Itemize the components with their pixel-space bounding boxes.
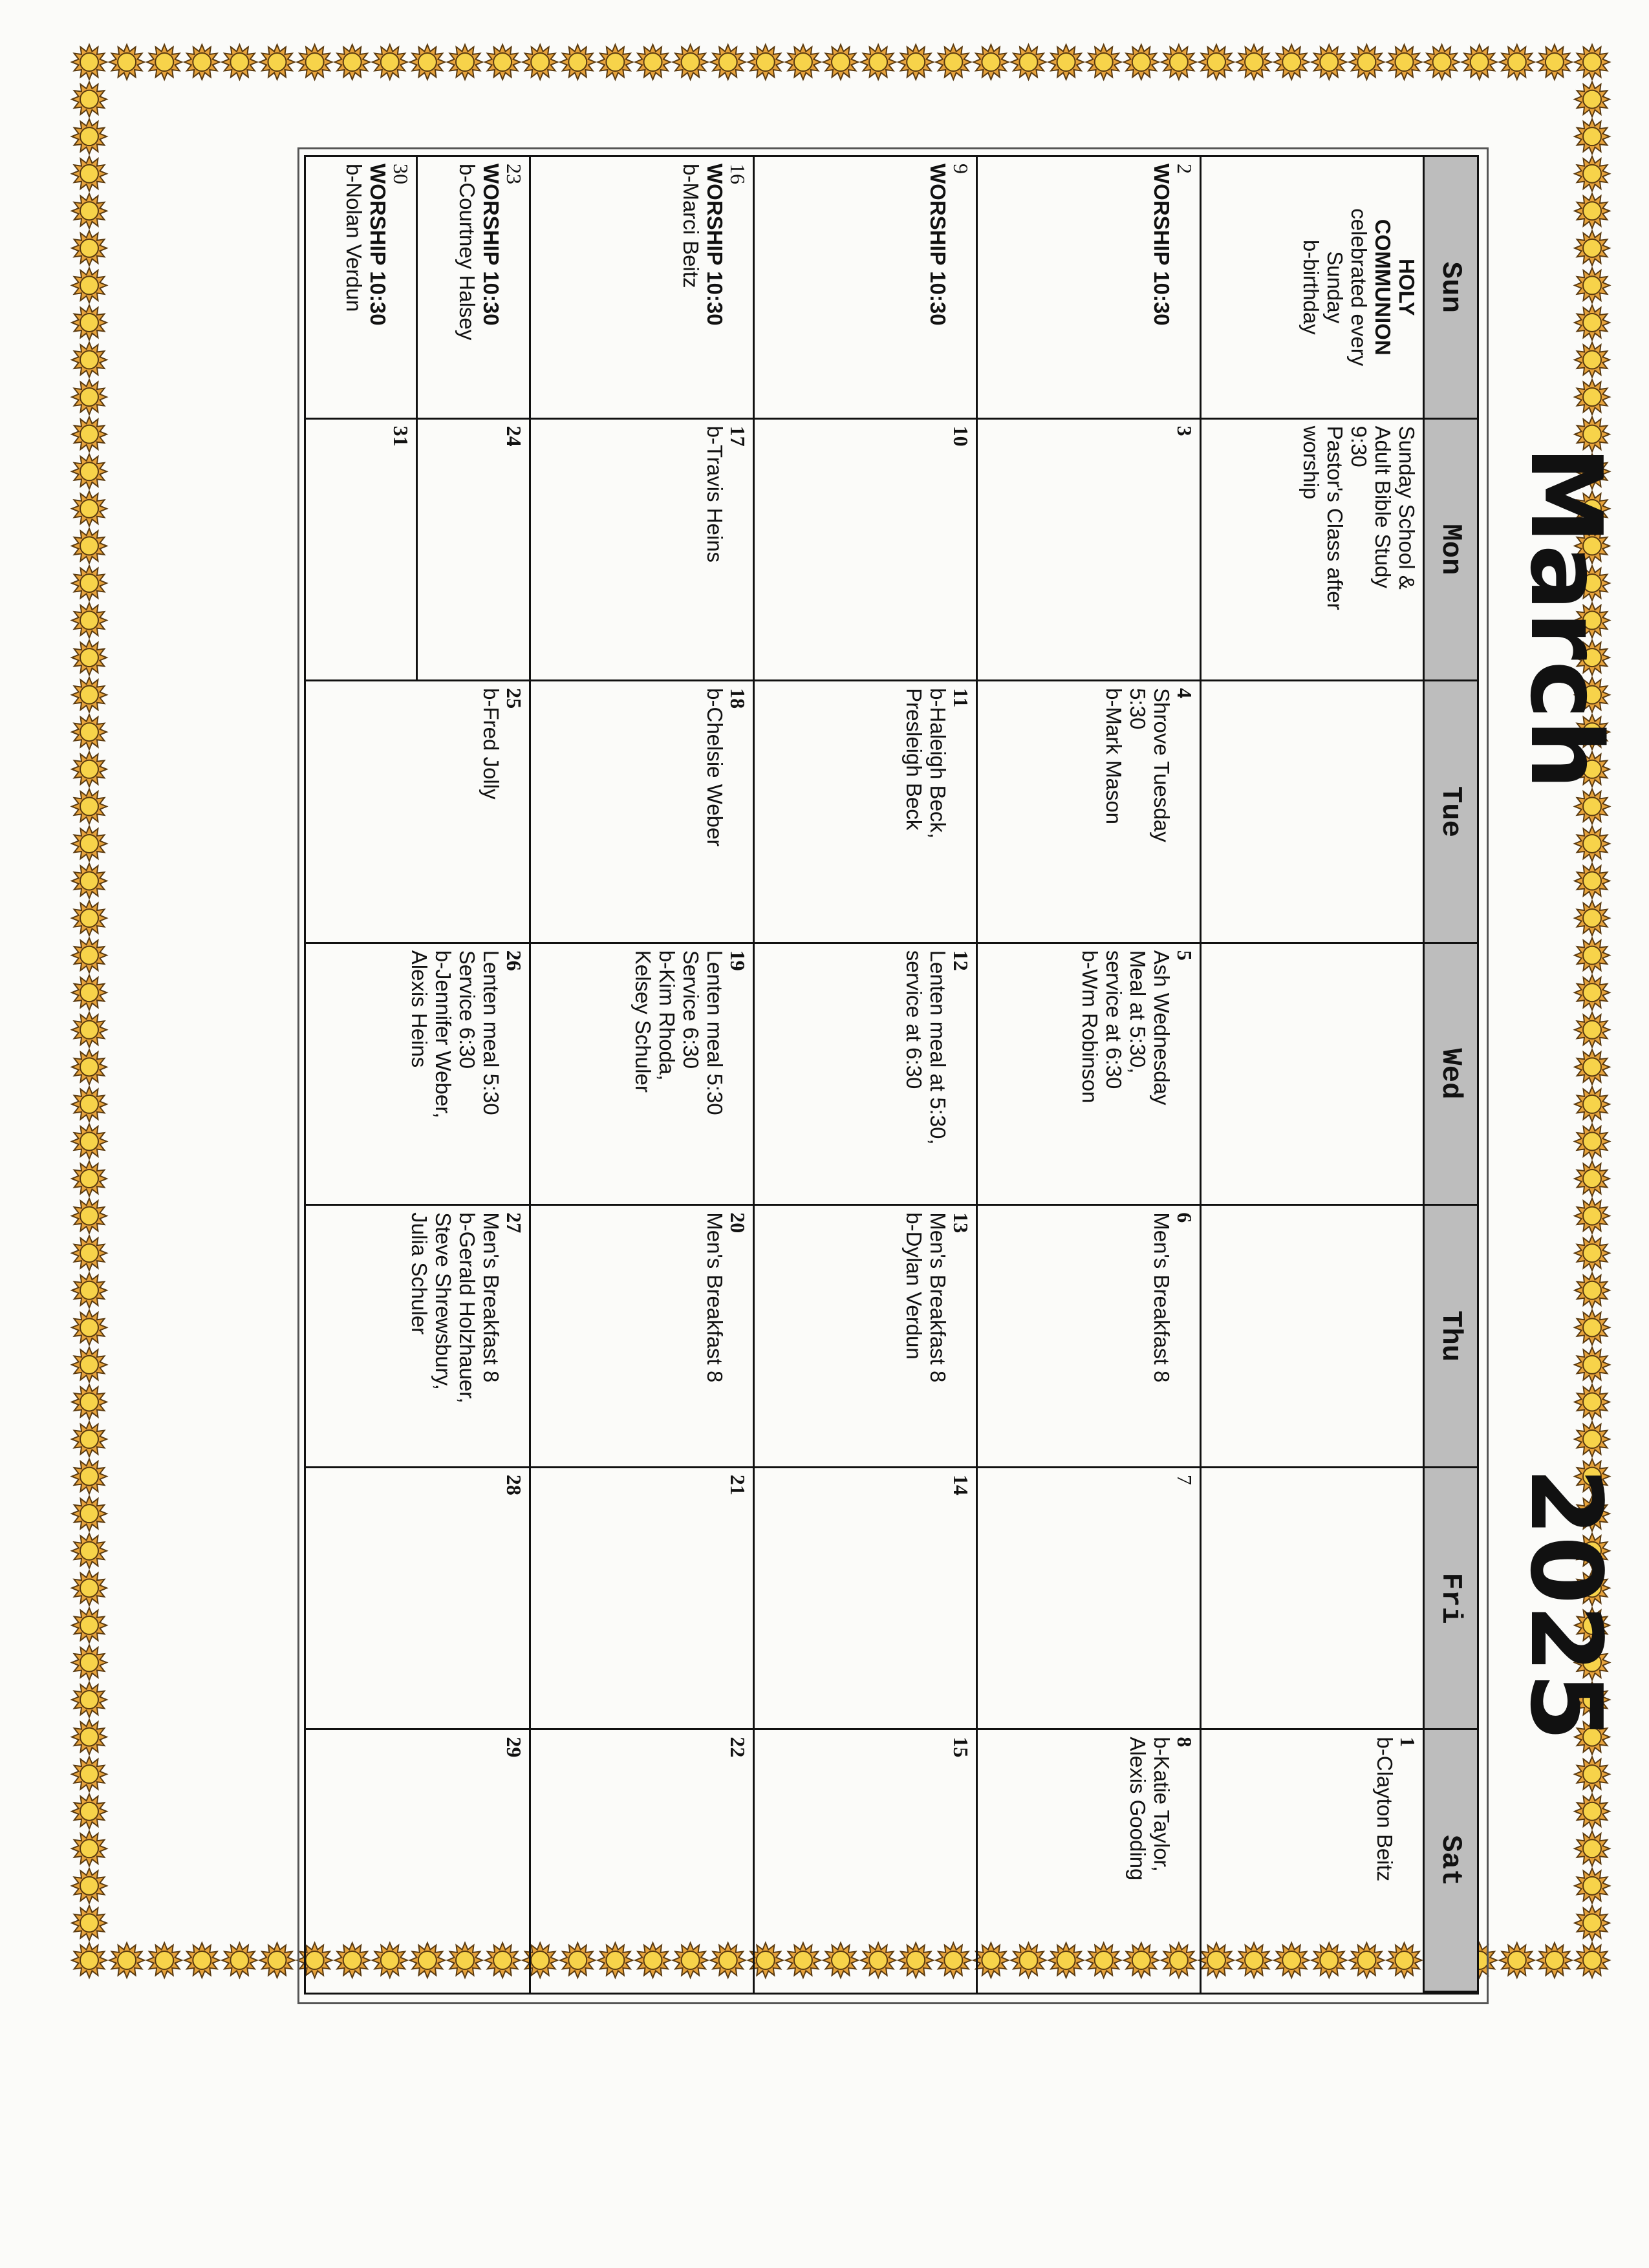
event-line: 9:30 [1347,425,1371,467]
day-number: 10 [949,425,973,447]
event-line: b-Courtney Halsey [455,164,480,341]
day-cell [306,1206,529,1468]
event-line: Julia Schuler [407,1212,432,1335]
event-line: Men's Breakfast 8 [926,1212,951,1383]
day-cell [306,1468,529,1731]
day-cell [306,157,529,420]
event-line: b-birthday [1299,239,1323,335]
day-number: 24 [502,425,526,447]
event-line: b-Kim Rhoda, [654,950,679,1081]
day-cell [976,944,1199,1206]
day-number: 1 [1396,1737,1419,1748]
event-line: b-Jennifer Weber, [431,950,456,1118]
weekday-tue: Tue [1423,681,1477,944]
event-line: Alexis Gooding [1125,1737,1150,1881]
event-line: Lenten meal 5:30 [702,950,727,1115]
event-line: COMMUNION [1371,219,1395,356]
day-cell [1200,681,1423,944]
event-line: Sunday [1323,251,1347,324]
day-number: 20 [726,1212,749,1234]
event-line: b-Chelsie Weber [702,688,727,847]
event-line: Men's Breakfast 8 [1149,1212,1174,1383]
day-number: 12 [949,950,973,971]
event-line: b-Mark Mason [1101,688,1126,825]
event-line: Lenten meal at 5:30, [926,950,951,1145]
day-number: 23 [502,164,526,184]
weekday-sun: Sun [1423,157,1477,420]
event-line: b-Nolan Verdun [341,164,366,312]
day-cell [1200,1468,1423,1731]
day-cell [753,157,976,420]
day-cell [976,420,1199,682]
day-cell [976,1468,1199,1731]
event-line: WORSHIP 10:30 [479,164,504,326]
day-number: 18 [726,688,749,709]
event-line: 5:30 [1125,688,1150,730]
weekday-thu: Thu [1423,1206,1477,1468]
day-cell [529,1468,752,1731]
day-cell [1200,1206,1423,1468]
day-number: 14 [949,1474,973,1495]
day-number: 9 [949,164,973,174]
event-line: b-Gerald Holzhauer, [455,1212,480,1404]
day-cell [753,1468,976,1731]
event-line: Ash Wednesday [1149,950,1174,1106]
event-line: b-Travis Heins [702,425,727,563]
event-line: Service 6:30 [455,950,480,1069]
event-line: service at 6:30 [1101,950,1126,1089]
event-line: b-Clayton Beitz [1373,1737,1397,1882]
day-cell [529,681,752,944]
day-cell [529,420,752,682]
day-number: 26 [502,950,526,971]
event-line: Steve Shrewsbury, [431,1212,456,1390]
day-number: 27 [502,1212,526,1234]
event-line: celebrated every [1347,208,1371,367]
day-cell [306,420,529,682]
day-number: 19 [726,950,749,971]
event-line: Men's Breakfast 8 [479,1212,504,1383]
weekday-wed: Wed [1423,944,1477,1206]
event-line: Sunday School & [1395,425,1419,590]
event-line: WORSHIP 10:30 [1149,164,1174,326]
event-line: b-Wm Robinson [1077,950,1102,1104]
day-cell [976,1730,1199,1993]
month-title: March [1509,446,1623,791]
event-line: Pastor's Class after [1323,425,1347,610]
day-number: 3 [1172,425,1196,436]
event-line: HOLY [1395,258,1419,316]
day-cell [976,681,1199,944]
day-number: 8 [1172,1737,1196,1748]
day-cell [976,157,1199,420]
day-cell [529,1730,752,1993]
event-line: b-Katie Taylor, [1149,1737,1174,1872]
day-cell [529,157,752,420]
day-number: 4 [1172,688,1196,699]
day-number: 25 [502,688,526,709]
event-line: Presleigh Beck [902,688,927,831]
overflow-day [306,420,418,680]
weekday-fri: Fri [1423,1468,1477,1731]
calendar-grid [304,155,1479,1995]
day-number: 13 [949,1212,973,1234]
event-line: b-Fred Jolly [479,688,504,800]
day-cell [306,681,529,944]
event-line: b-Marci Beitz [678,164,703,288]
day-cell [753,420,976,682]
event-line: Service 6:30 [678,950,703,1069]
event-line: WORSHIP 10:30 [365,164,390,326]
day-cell [529,944,752,1206]
event-line: Kelsey Schuler [630,950,655,1093]
day-number: 17 [726,425,749,447]
day-number: 16 [726,164,749,184]
day-number: 28 [502,1474,526,1495]
day-cell [753,1730,976,1993]
day-cell [753,944,976,1206]
day-cell [306,1730,529,1993]
day-cell [1200,1730,1423,1993]
year-title: 2025 [1509,1468,1623,1742]
day-cell [1200,420,1423,682]
day-cell [976,1206,1199,1468]
day-number: 15 [949,1737,973,1758]
weekday-sat: Sat [1423,1730,1477,1993]
day-cell [753,1206,976,1468]
event-line: Meal at 5:30, [1125,950,1150,1074]
day-number: 21 [726,1474,749,1495]
event-line: Alexis Heins [407,950,432,1068]
day-cell [1200,944,1423,1206]
day-cell [753,681,976,944]
weekday-mon: Mon [1423,420,1477,682]
day-cell [306,944,529,1206]
day-number: 6 [1172,1212,1196,1223]
day-number: 31 [389,425,413,447]
event-line: Lenten meal 5:30 [479,950,504,1115]
event-line: b-Haleigh Beck, [926,688,951,839]
day-number: 7 [1172,1474,1196,1485]
day-number: 11 [949,688,973,708]
event-line: Men's Breakfast 8 [702,1212,727,1383]
day-number: 22 [726,1737,749,1758]
overflow-day [306,157,418,418]
event-line: WORSHIP 10:30 [702,164,727,326]
day-number: 2 [1172,164,1196,174]
day-cell [1200,157,1423,420]
event-line: b-Dylan Verdun [902,1212,927,1360]
day-number: 30 [389,164,413,184]
event-line: Adult Bible Study [1371,425,1395,588]
event-line: service at 6:30 [902,950,927,1089]
event-line: Shrove Tuesday [1149,688,1174,842]
day-number: 29 [502,1737,526,1758]
event-line: WORSHIP 10:30 [926,164,951,326]
event-line: worship [1299,425,1323,500]
day-number: 5 [1172,950,1196,961]
day-cell [529,1206,752,1468]
